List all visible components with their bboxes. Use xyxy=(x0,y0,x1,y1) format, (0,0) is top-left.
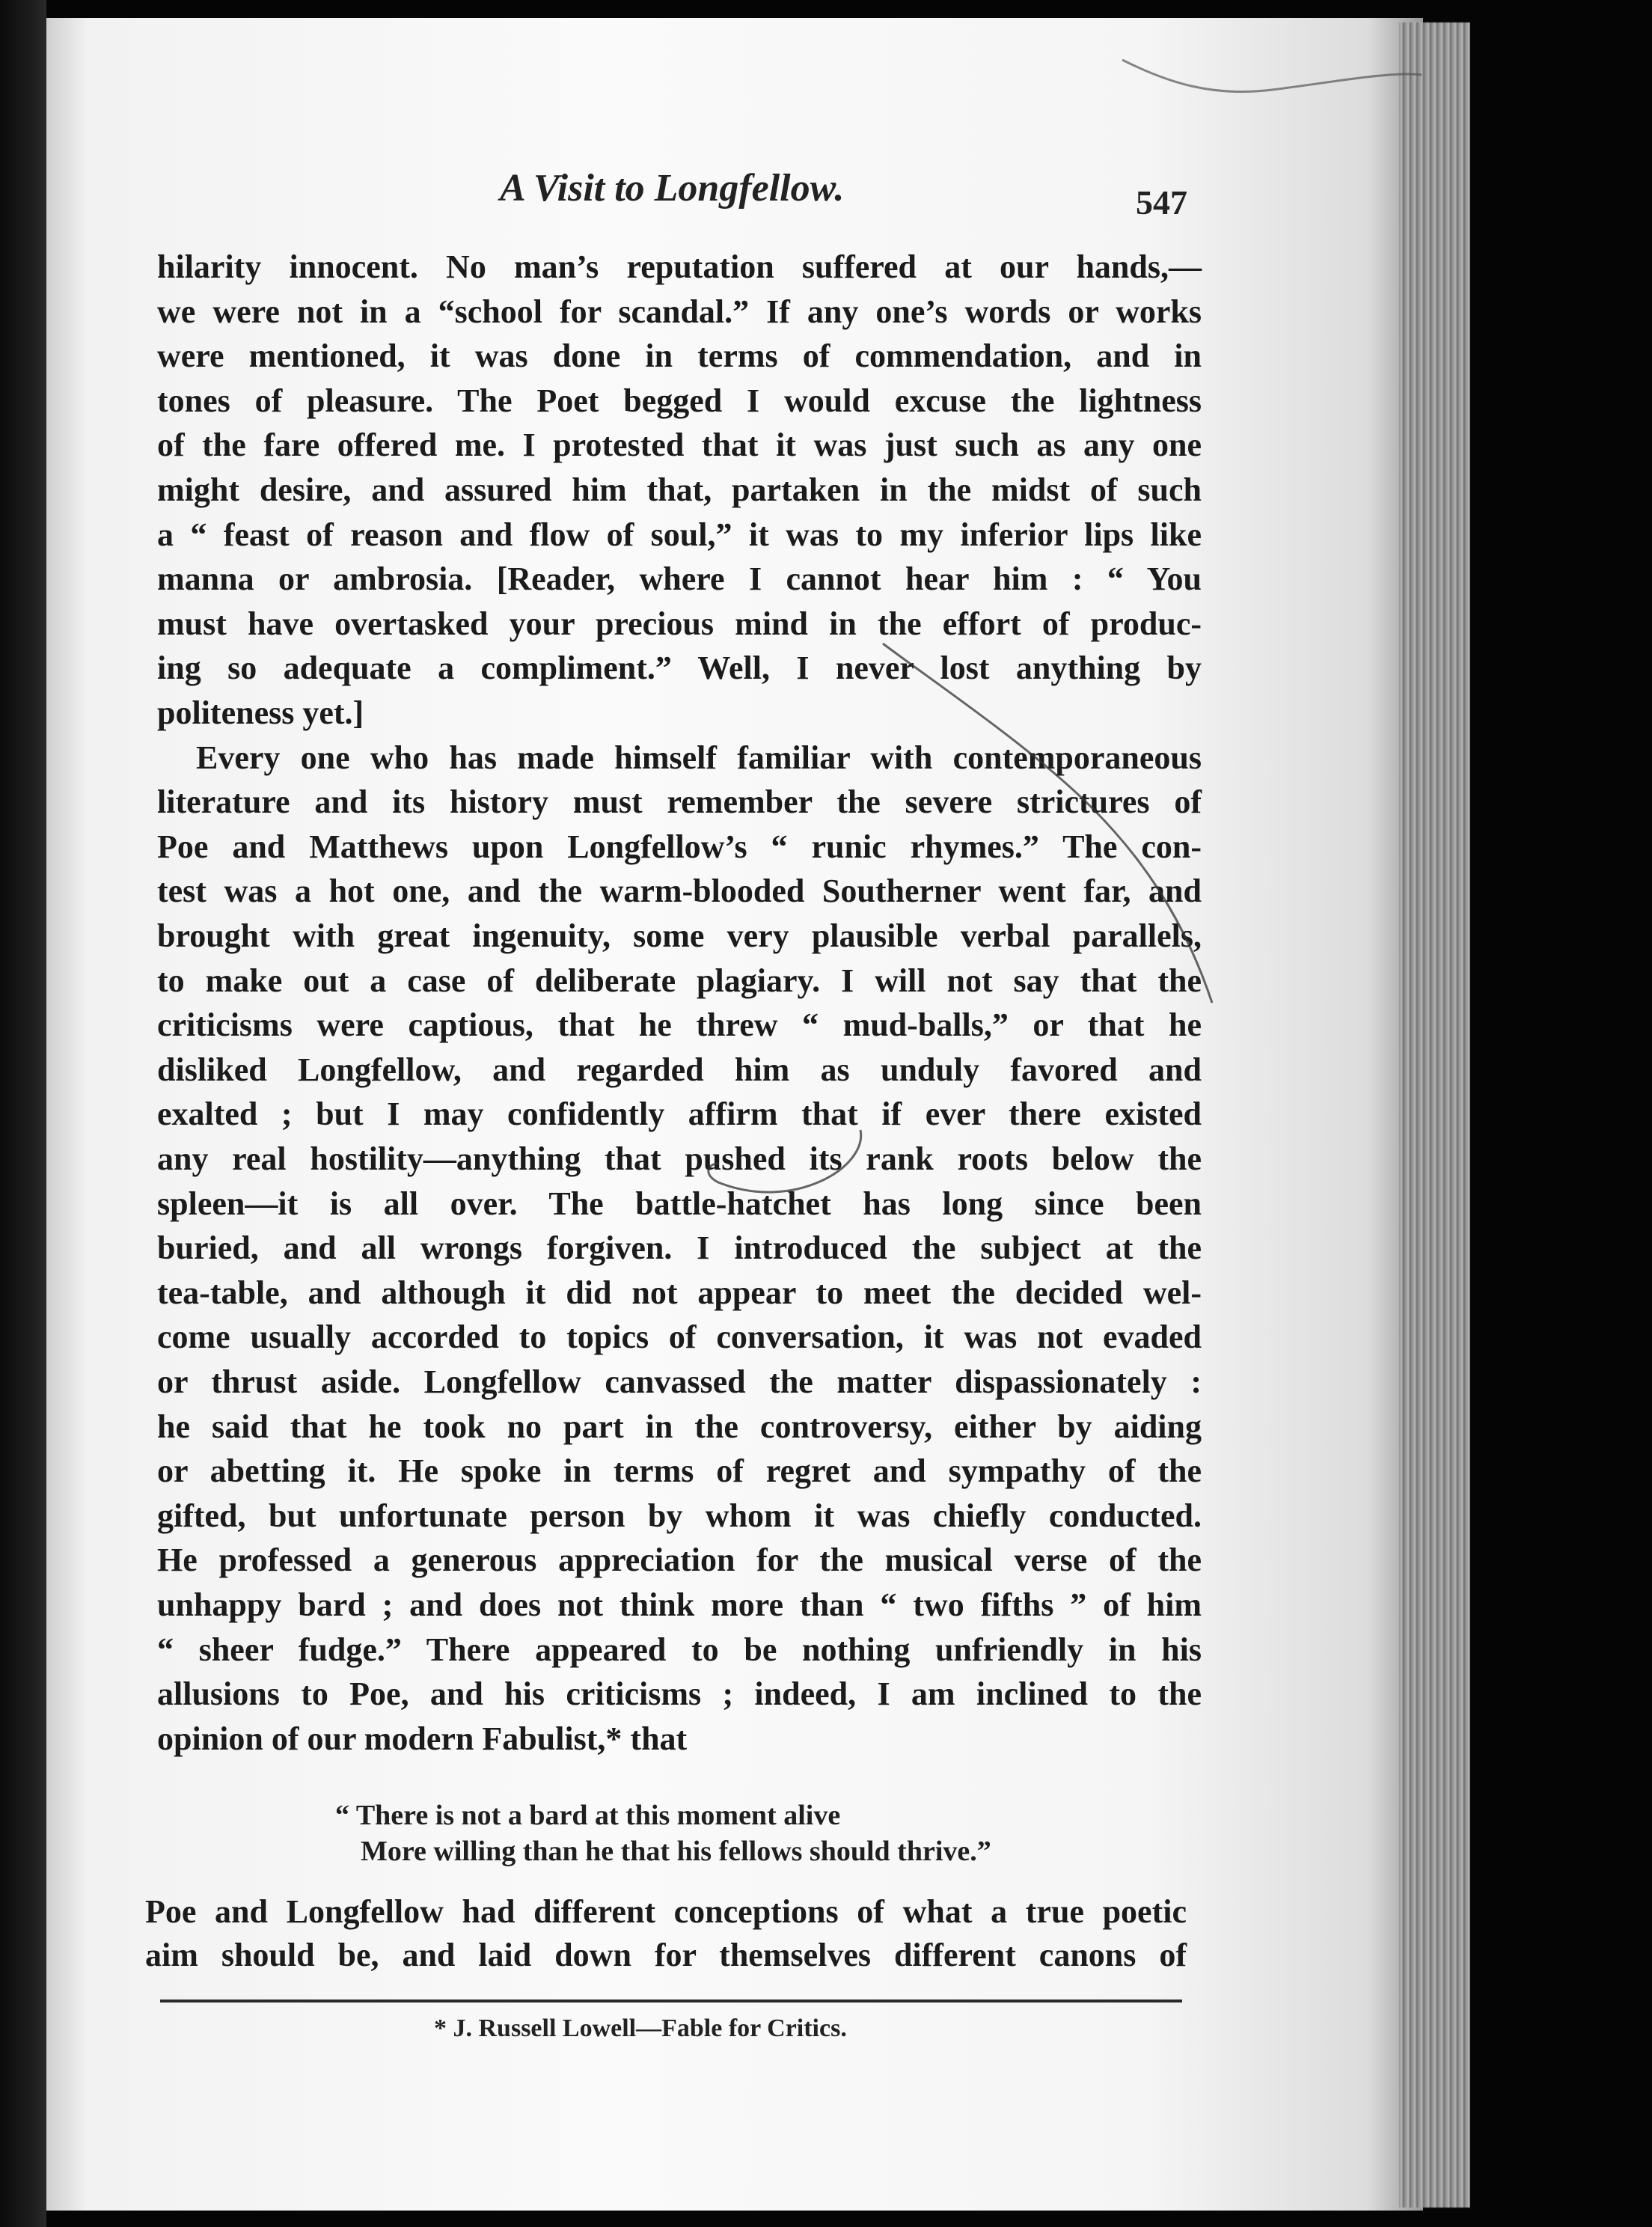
text-line: we were not in a “school for scandal.” If any one’s words or works xyxy=(157,293,1202,330)
text-line: come usually accorded to topics of conversation, it was not evaded xyxy=(157,1319,1202,1356)
text-line: politeness yet.] xyxy=(157,694,364,731)
text-line: might desire, and assured him that, partaken in the midst of such xyxy=(157,471,1202,508)
book-binding-shadow xyxy=(0,0,46,2227)
text-line: or thrust aside. Longfellow canvassed the matter dispassionately : xyxy=(157,1363,1202,1400)
page-number: 547 xyxy=(1136,183,1187,222)
footnote: * J. Russell Lowell—Fable for Critics. xyxy=(434,2014,847,2042)
verse-quote-line-1: “ There is not a bard at this moment alive xyxy=(335,1800,841,1831)
text-line: manna or ambrosia. [Reader, where I cannot hear him : “ You xyxy=(157,560,1202,598)
background-dark-area xyxy=(1470,0,1652,2227)
text-line: unhappy bard ; and does not think more than “ two fifths ” of him xyxy=(157,1586,1202,1623)
text-line: to make out a case of deliberate plagiary. I will not say that the xyxy=(157,962,1202,999)
text-line: exalted ; but I may confidently affirm that if ever there existed xyxy=(157,1096,1202,1133)
text-line: opinion of our modern Fabulist,* that xyxy=(157,1720,688,1757)
text-line: must have overtasked your precious mind in the effort of produc- xyxy=(157,605,1202,642)
running-head: A Visit to Longfellow. xyxy=(500,167,845,210)
text-line: he said that he took no part in the controversy, either by aiding xyxy=(157,1408,1202,1445)
text-line: allusions to Poe, and his criticisms ; indeed, I am inclined to the xyxy=(157,1675,1202,1713)
text-line: test was a hot one, and the warm-blooded Southerner went far, and xyxy=(157,873,1202,910)
text-line: were mentioned, it was done in terms of commendation, and in xyxy=(157,337,1202,375)
text-line: aim should be, and laid down for themselves different canons of xyxy=(145,1937,1187,1973)
text-line: spleen—it is all over. The battle-hatchet has long since been xyxy=(157,1185,1202,1222)
text-line: He professed a generous appreciation for the musical verse of the xyxy=(157,1542,1202,1579)
text-line: “ sheer fudge.” There appeared to be nothing unfriendly in his xyxy=(157,1631,1202,1668)
text-line: gifted, but unfortunate person by whom it was chiefly conducted. xyxy=(157,1497,1202,1534)
text-line: tea-table, and although it did not appear to meet the decided wel- xyxy=(157,1274,1202,1311)
text-line: Poe and Longfellow had different conceptions of what a true poetic xyxy=(145,1893,1187,1930)
verse-quote-line-2: More willing than he that his fellows should thrive.” xyxy=(361,1836,991,1867)
text-line: literature and its history must remember the severe strictures of xyxy=(157,783,1202,821)
text-line: Every one who has made himself familiar with contemporaneous xyxy=(196,739,1202,776)
text-line: brought with great ingenuity, some very plausible verbal parallels, xyxy=(157,917,1202,954)
text-line: of the fare offered me. I protested that it was just such as any one xyxy=(157,427,1202,464)
text-line: or abetting it. He spoke in terms of regret and sympathy of the xyxy=(157,1452,1202,1490)
text-line: hilarity innocent. No man’s reputation suffered at our hands,— xyxy=(157,248,1202,285)
text-line: any real hostility—anything that pushed its rank roots below the xyxy=(157,1140,1202,1177)
footnote-rule xyxy=(160,2000,1182,2003)
text-line: a “ feast of reason and flow of soul,” it was to my inferior lips like xyxy=(157,516,1202,553)
text-line: buried, and all wrongs forgiven. I introduced the subject at the xyxy=(157,1229,1202,1267)
text-line: ing so adequate a compliment.” Well, I never lost anything by xyxy=(157,650,1202,687)
text-line: Poe and Matthews upon Longfellow’s “ runic rhymes.” The con- xyxy=(157,828,1202,865)
text-line: criticisms were captious, that he threw “ mud-balls,” or that he xyxy=(157,1006,1202,1044)
text-line: disliked Longfellow, and regarded him as unduly favored and xyxy=(157,1051,1202,1088)
text-line: tones of pleasure. The Poet begged I would excuse the lightness xyxy=(157,382,1202,419)
page-edges xyxy=(1399,22,1470,2208)
